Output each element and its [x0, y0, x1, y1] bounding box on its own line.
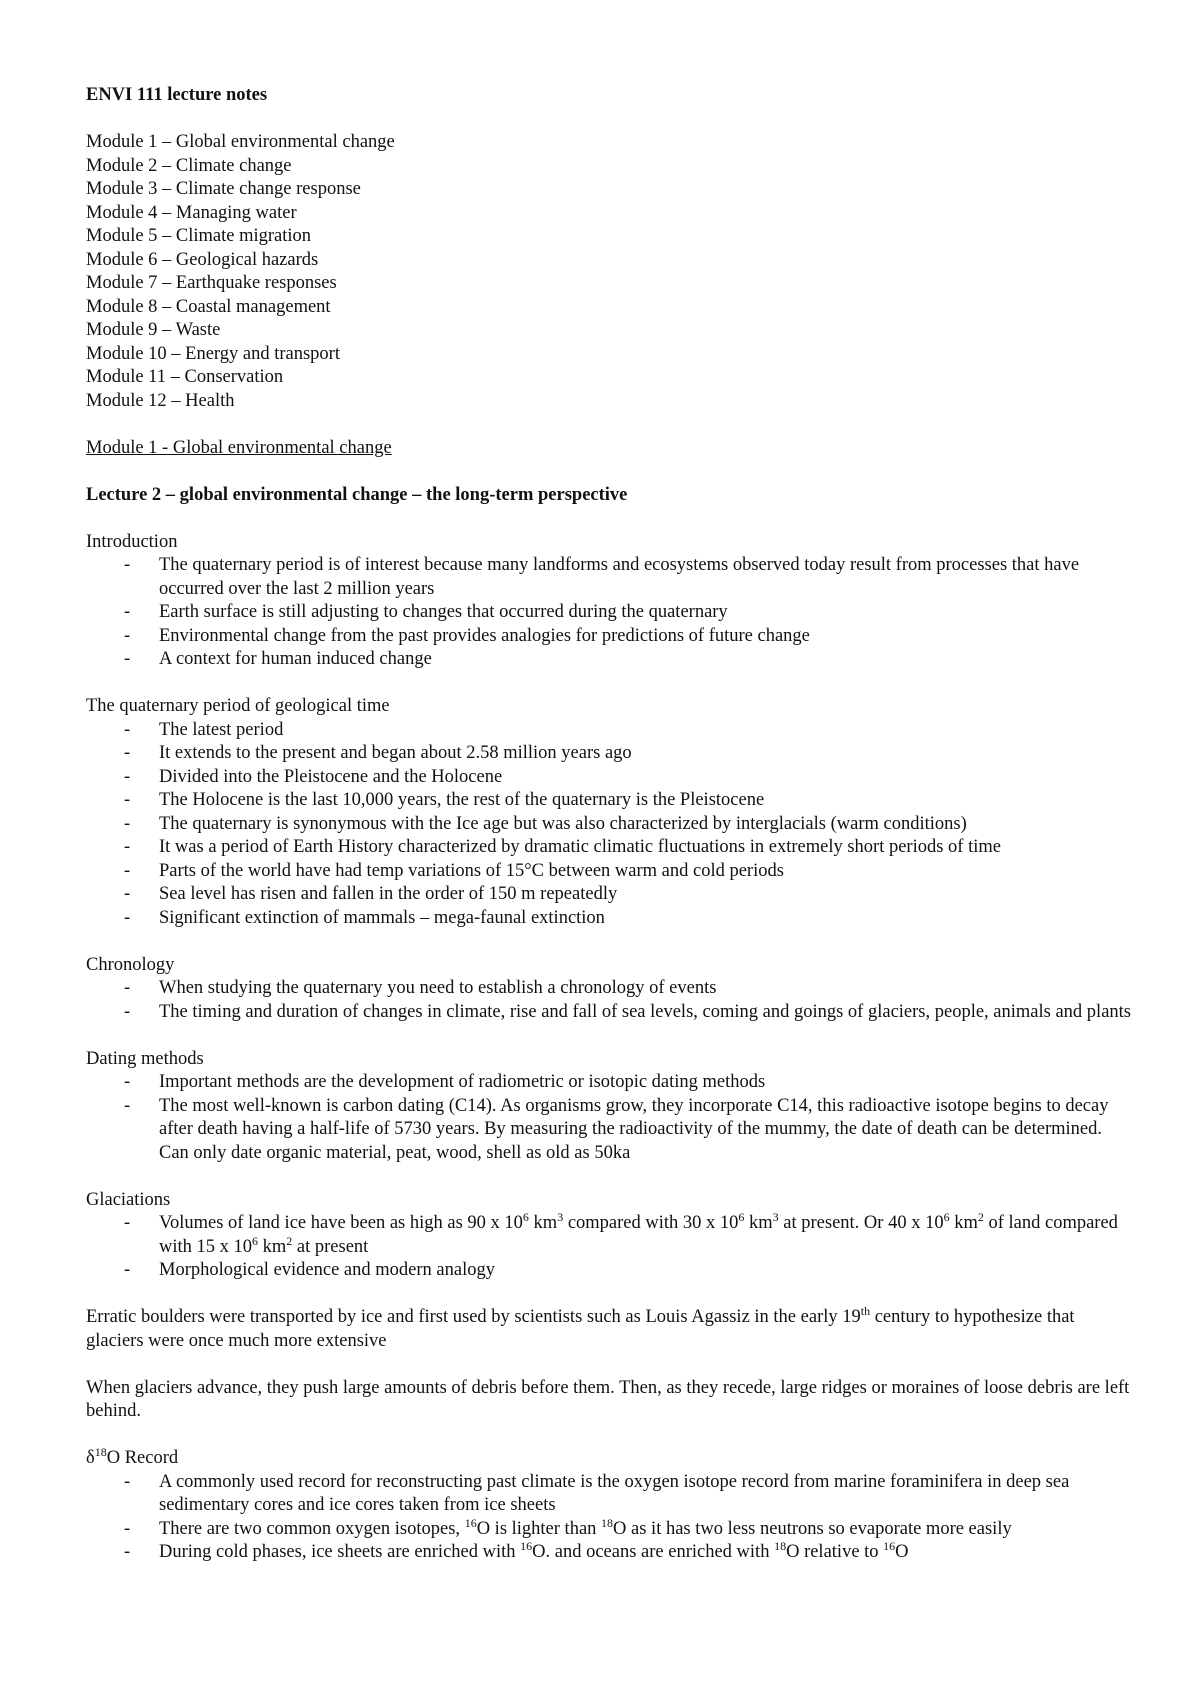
text-run: O as it has two less neutrons so evaporate more easily — [613, 1518, 1012, 1539]
module-heading: Module 1 - Global environmental change — [86, 437, 392, 458]
text-run: km — [744, 1213, 773, 1233]
text-run: km — [528, 1213, 558, 1233]
module-item: Module 6 – Geological hazards — [86, 249, 319, 270]
text-run: There are two common oxygen isotopes, — [159, 1518, 465, 1539]
superscript: 16 — [464, 1515, 477, 1530]
module-item: Module 10 – Energy and transport — [86, 343, 340, 364]
text-run: Volumes of land ice have been as high as 90 x 10 — [159, 1213, 523, 1233]
text-run: km — [949, 1213, 978, 1233]
list-item: - The latest period — [86, 719, 1136, 743]
list-item: - A context for human induced change — [86, 648, 1136, 672]
superscript: 3 — [557, 1209, 564, 1224]
text-run: O — [895, 1542, 909, 1562]
chronology-list — [86, 977, 1136, 1024]
list-item: - The quaternary is synonymous with the Ice age but was also characterized by interglacials (warm conditions) — [86, 813, 1136, 837]
section-heading-dating: Dating methods — [86, 1048, 204, 1069]
text-run: δ — [86, 1448, 95, 1468]
document-title: ENVI 111 lecture notes — [86, 85, 268, 105]
list-item: - The most well-known is carbon dating (C14). As organisms grow, they incorporate C14, this radioactive isotope begins to decay after death having a half-life of 5730 years. By measuring the radioactivity of the mummy, the date of death can be determined. Can only date organic material, peat, wood, shell as old as 50ka — [86, 1095, 1136, 1166]
superscript: 18 — [601, 1515, 614, 1530]
superscript: 6 — [738, 1209, 745, 1224]
text-run: of land compared with 15 x 10 — [159, 1213, 1118, 1257]
list-item: - Environmental change from the past provides analogies for predictions of future change — [86, 625, 1136, 649]
superscript: 16 — [883, 1538, 896, 1553]
superscript: 6 — [522, 1209, 529, 1224]
superscript: 2 — [977, 1209, 984, 1224]
text-run: Erratic boulders were transported by ice and first used by scientists such as Louis Agassiz in the early 19 — [86, 1307, 861, 1327]
module-item: Module 11 – Conservation — [86, 367, 284, 387]
superscript: 2 — [286, 1233, 293, 1248]
list-item: - Parts of the world have had temp variations of 15°C between warm and cold periods — [86, 860, 1136, 884]
list-item-cold-phases — [86, 1538, 1136, 1565]
list-item: - A commonly used record for reconstructing past climate is the oxygen isotope record from marine foraminifera in deep sea sedimentary cores and ice cores taken from ice sheets — [86, 1471, 1136, 1518]
section-heading-chronology: Chronology — [86, 954, 175, 975]
list-item-isotopes — [86, 1515, 1136, 1542]
superscript: 16 — [520, 1538, 533, 1553]
text-run: km — [258, 1236, 287, 1257]
section-heading-introduction: Introduction — [86, 531, 178, 552]
list-item: - Significant extinction of mammals – mega-faunal extinction — [86, 907, 1136, 931]
module-item: Module 1 – Global environmental change — [86, 132, 395, 152]
module-item: Module 5 – Climate migration — [86, 226, 312, 246]
paragraph-moraines: When glaciers advance, they push large amounts of debris before them. Then, as they recede, large ridges or moraines of loose debris are left behind. — [86, 1377, 1130, 1421]
superscript: 18 — [94, 1444, 107, 1459]
superscript: th — [860, 1303, 871, 1318]
superscript: 6 — [252, 1233, 259, 1248]
list-item: - Earth surface is still adjusting to changes that occurred during the quaternary — [86, 601, 1136, 625]
superscript: 6 — [943, 1209, 950, 1224]
list-item: - Morphological evidence and modern analogy — [86, 1259, 1136, 1283]
module-item: Module 12 – Health — [86, 390, 235, 411]
list-item: - It extends to the present and began about 2.58 million years ago — [86, 742, 1136, 766]
text-run: century to hypothesize that glaciers were once much more extensive — [86, 1307, 1075, 1351]
text-run: compared with 30 x 10 — [563, 1213, 739, 1233]
module-item: Module 4 – Managing water — [86, 202, 297, 223]
section-heading-quaternary: The quaternary period of geological time — [86, 696, 390, 716]
quaternary-list — [86, 719, 1136, 931]
list-item: - Divided into the Pleistocene and the Holocene — [86, 766, 1136, 790]
module-list — [86, 131, 1136, 413]
module-item: Module 8 – Coastal management — [86, 296, 331, 317]
list-item: - Important methods are the development of radiometric or isotopic dating methods — [86, 1071, 1136, 1095]
superscript: 18 — [774, 1538, 787, 1553]
introduction-list — [86, 554, 1136, 672]
superscript: 3 — [772, 1209, 779, 1224]
glaciations-list — [86, 1209, 1136, 1283]
document-page — [86, 84, 1136, 1565]
lecture-heading: Lecture 2 – global environmental change – the long-term perspective — [86, 484, 628, 505]
text-run: O relative to — [786, 1542, 884, 1562]
module-item: Module 2 – Climate change — [86, 155, 292, 176]
list-item: - It was a period of Earth History characterized by dramatic climatic fluctuations in extremely short periods of time — [86, 836, 1136, 860]
list-item: - Sea level has risen and fallen in the order of 150 m repeatedly — [86, 883, 1136, 907]
section-heading-d18o — [86, 1444, 1136, 1471]
list-item: - The quaternary period is of interest because many landforms and ecosystems observed today result from processes that have occurred over the last 2 million years — [86, 554, 1136, 601]
module-item: Module 9 – Waste — [86, 320, 221, 340]
list-item: - When studying the quaternary you need to establish a chronology of events — [86, 977, 1136, 1001]
module-item: Module 3 – Climate change response — [86, 179, 361, 199]
dating-list — [86, 1071, 1136, 1165]
text-run: During cold phases, ice sheets are enriched with — [159, 1542, 521, 1562]
section-heading-glaciations: Glaciations — [86, 1189, 171, 1210]
text-run: at present — [292, 1236, 369, 1257]
text-run: O Record — [106, 1448, 179, 1468]
text-run: at present. Or 40 x 10 — [778, 1213, 944, 1233]
d18o-list — [86, 1471, 1136, 1565]
text-run: O is lighter than — [476, 1518, 602, 1539]
list-item-ice-volume — [86, 1209, 1136, 1259]
paragraph-erratic-boulders — [86, 1303, 1136, 1353]
list-item: - The Holocene is the last 10,000 years, the rest of the quaternary is the Pleistocene — [86, 789, 1136, 813]
list-item: - The timing and duration of changes in climate, rise and fall of sea levels, coming and goings of glaciers, people, animals and plants — [86, 1001, 1136, 1025]
module-item: Module 7 – Earthquake responses — [86, 273, 337, 293]
text-run: O. and oceans are enriched with — [532, 1542, 775, 1562]
